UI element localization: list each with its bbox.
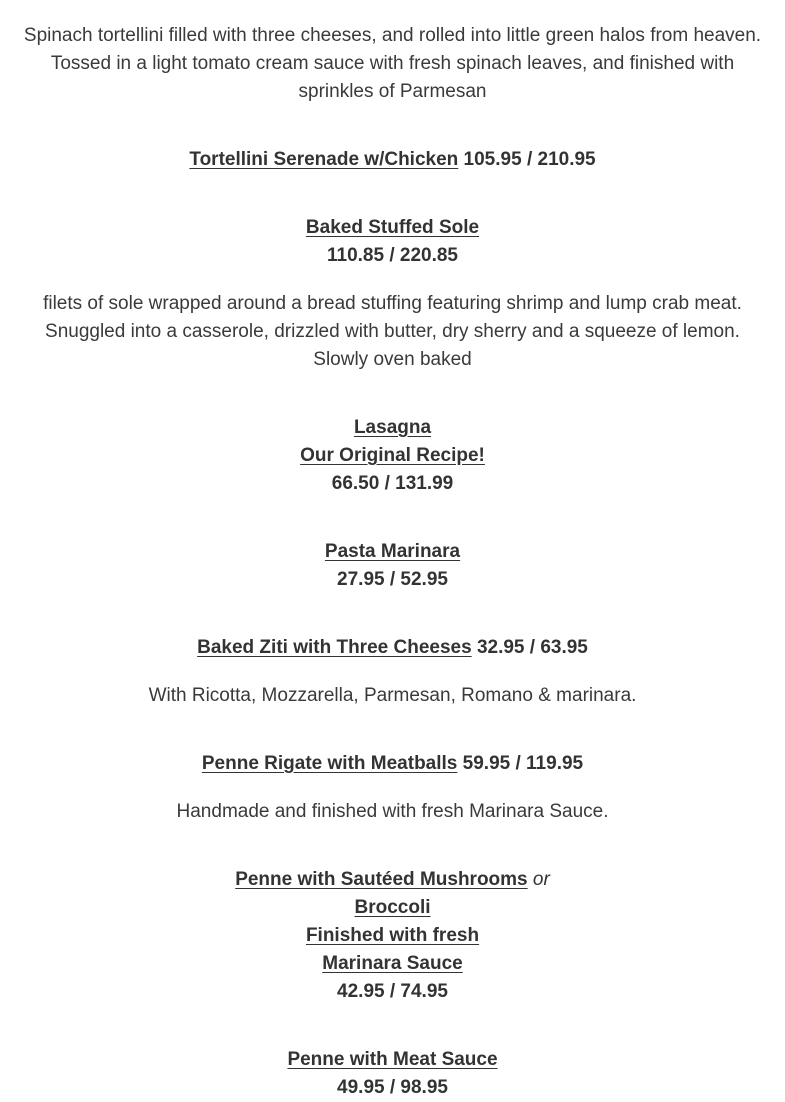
item-description: filets of sole wrapped around a bread stuffing featuring shrimp and lump crab meat. Snuggled into a casserole, drizzled with butter, dry sherry and a squeeze of lemon. Slowly oven baked <box>43 293 742 370</box>
item-title[interactable]: Penne with Sautéed Mushrooms <box>235 869 528 890</box>
menu-item-penne-mushrooms <box>20 866 765 1006</box>
item-title[interactable]: Penne Rigate with Meatballs <box>201 753 458 774</box>
item-price: 110.85 / 220.85 <box>326 245 458 266</box>
item-title[interactable]: Baked Stuffed Sole <box>305 217 480 238</box>
item-price: 42.95 / 74.95 <box>337 981 448 1002</box>
item-subtitle[interactable]: Our Original Recipe! <box>300 445 485 466</box>
item-price: 32.95 / 63.95 <box>476 637 588 658</box>
item-description: With Ricotta, Mozzarella, Parmesan, Romano & marinara. <box>148 685 637 706</box>
meatballs-description <box>20 798 765 826</box>
menu-item-penne-meat-sauce <box>20 1046 765 1102</box>
item-connector: or <box>532 869 550 890</box>
item-title-line3[interactable]: Finished with fresh <box>305 925 480 946</box>
sole-description <box>20 290 765 374</box>
menu-item-lasagna <box>20 414 765 498</box>
menu-item-tortellini-serenade <box>20 146 765 174</box>
item-price: 105.95 / 210.95 <box>463 149 596 170</box>
menu-item-pasta-marinara <box>20 538 765 594</box>
item-price: 59.95 / 119.95 <box>462 753 584 774</box>
menu-item-baked-ziti <box>20 634 765 662</box>
item-title[interactable]: Penne with Meat Sauce <box>287 1049 498 1070</box>
menu-item-penne-meatballs <box>20 750 765 778</box>
ziti-description <box>20 682 765 710</box>
item-title[interactable]: Pasta Marinara <box>324 541 461 562</box>
item-title[interactable]: Lasagna <box>353 417 432 438</box>
item-price: 27.95 / 52.95 <box>337 569 448 590</box>
item-description: Handmade and finished with fresh Marinara Sauce. <box>176 801 609 822</box>
tortellini-description <box>20 22 765 106</box>
item-description: Spinach tortellini filled with three cheeses, and rolled into little green halos from heaven. Tossed in a light tomato cream sauce with fresh spinach leaves, and finished with sprinkles of Parmesan <box>23 25 762 102</box>
item-title-line2[interactable]: Broccoli <box>354 897 431 918</box>
item-title-line4[interactable]: Marinara Sauce <box>322 953 463 974</box>
item-title[interactable]: Tortellini Serenade w/Chicken <box>189 149 459 170</box>
menu-item-baked-stuffed-sole <box>20 214 765 270</box>
item-price: 66.50 / 131.99 <box>331 473 454 494</box>
item-title[interactable]: Baked Ziti with Three Cheeses <box>197 637 472 658</box>
item-price: 49.95 / 98.95 <box>337 1077 448 1098</box>
